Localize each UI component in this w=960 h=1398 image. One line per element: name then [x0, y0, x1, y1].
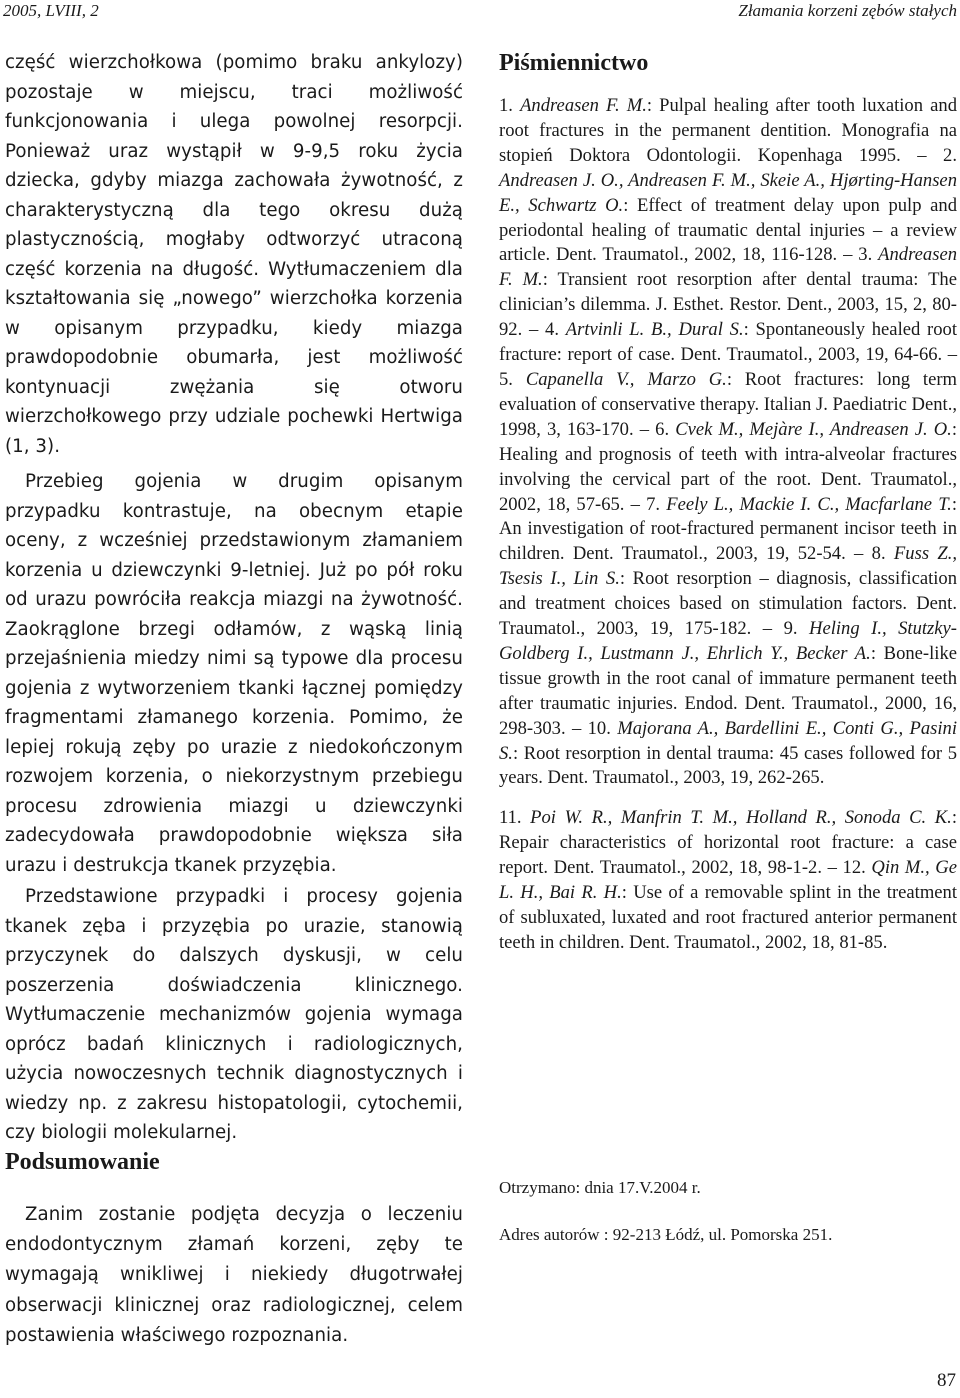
references-list-1: 1. Andreasen F. M.: Pulpal healing after tooth luxation and root fractures in the permanent dentition. Monografia na stopień Doktora Odontologii. Kopenhaga 1995. – 2. Andreasen J. O., Andreasen F. M., Skeie A., Hjørting-Hansen E., Schwartz O.: Effect of treatment delay upon pulp and periodontal healing of traumatic dental injuries – a review article. Dent. Traumatol., 2002, 18, 116-128. – 3. Andreasen F. M.: Transient root resorption after dental trauma: The clinician’s dilemma. J. Esthet. Restor. Dent., 2003, 15, 2, 80-92. – 4. Artvinli L. B., Dural S.: Spontaneously healed root fracture: report of case. Dent. Traumatol., 2003, 19, 64-66. – 5. Capanella V., Marzo G.: Root fractures: long term evaluation of conservative therapy. Italian J. Paediatric Dent., 1998, 3, 163-170. – 6. Cvek M., Mejàre I., Andreasen J. O.: Healing and prognosis of teeth with intra-alveolar fractures involving the cervical part of the root. Dent. Traumatol., 2002, 18, 57-65. – 7. Feely L., Mackie I. C., Macfarlane T.: An investigation of root-fractured permanent incisor teeth in children. Dent. Traumatol., 2003, 19, 52-54. – 8. Fuss Z., Tsesis I., Lin S.: Root resorption – diagnosis, classification and treatment choices based on stimulation factors. Dent. Traumatol., 2003, 19, 175-182. – 9. Heling I., Stutzky-Goldberg I., Lustmann J., Ehrlich Y., Becker A.: Bone-like tissue growth in the root canal of immature permanent teeth after traumatic injuries. Endod. Dent. Traumatol., 2000, 16, 298-303. – 10. Majorana A., Bardellini E., Conti G., Pasini S.: Root resorption in dental trauma: 45 cases followed for 5 years. Dent. Traumatol., 2003, 19, 262-265.: [499, 95, 957, 789]
body-paragraph-3: Przedstawione przypadki i procesy gojenia tkanek zęba i przyzębia po urazie, stanowią przyczynek do dalszych dyskusji, w celu poszerzenia doświadczenia klinicznego. Wytłumaczenie mechanizmów gojenia wymaga oprócz badań klinicznych i radiologicznych, użycia nowoczesnych technik diagnostycznych i wiedzy np. z zakresu histopatologii, cytochemii, czy biologii molekularnej.: [5, 886, 463, 1143]
reference-authors: Qin M., Ge L. H., Bai R. H.: [499, 857, 957, 904]
references-heading: Piśmiennictwo: [499, 50, 649, 76]
journal-issue: 2005, LVIII, 2: [3, 1, 99, 20]
reference-authors: Feely L., Mackie I. C., Macfarlane T.: [666, 493, 952, 515]
page-number: 87: [937, 1370, 956, 1391]
article-notes: [499, 1176, 957, 1247]
reference-authors: Artvinli L. B., Dural S.: [565, 319, 744, 341]
summary-section: [5, 1147, 463, 1351]
running-head: [0, 0, 960, 24]
reference-authors: Andreasen F. M.: [520, 95, 647, 116]
authors-address: Adres autorów : 92-213 Łódź, ul. Pomorska 251.: [499, 1225, 833, 1244]
reference-authors: Andreasen F. M.: [499, 244, 957, 291]
reference-authors: Majorana A., Bardellini E., Conti G., Pasini S.: [499, 717, 957, 764]
left-column: [5, 48, 463, 1148]
body-paragraph-1: część wierzchołkowa (pomimo braku ankylozy) pozostaje w miejscu, traci możliwość funkcjonowania i ulega powolnej resorpcji. Ponieważ uraz wystąpił w 9-9,5 roku życia dziecka, gdyby miazga zachowała żywotność, z charakterystyczną dla tego okresu dużą plastycznością, mogłaby odtworzyć utraconą część korzenia na długość. Wytłumaczeniem dla kształtowania się „nowego” wierzchołka korzenia w opisanym przypadku, kiedy miazga prawdopodobnie obumarła, jest możliwość kontynuacji zwężania się otworu wierzchołkowego przy udziale pochewki Hertwiga (1, 3).: [5, 52, 463, 457]
reference-authors: Heling I., Stutzky-Goldberg I., Lustmann J., Ehrlich Y., Becker A.: [499, 618, 957, 664]
article-short-title: Złamania korzeni zębów stałych: [738, 1, 957, 20]
summary-paragraph: Zanim zostanie podjęta decyzja o leczeniu endodontycznym złamań korzeni, zęby te wymagają wnikliwej i niekiedy długotrwałej obserwacji klinicznej oraz radiologicznej, celem postawienia właściwego rozpoznania.: [5, 1204, 463, 1346]
reference-authors: Andreasen J. O., Andreasen F. M., Skeie A., Hjørting-Hansen E., Schwartz O.: [499, 169, 957, 216]
body-paragraph-2: Przebieg gojenia w drugim opisanym przypadku kontrastuje, na obecnym etapie oceny, z wcześniej przedstawionym złamaniem korzenia u dziewczynki 9-letniej. Już po pół roku od urazu powróciła reakcja miazgi na żywotność. Zaokrąglone brzegi odłamów, z wąską linią przejaśnienia miedzy nimi są typowe dla procesu gojenia z wytworzeniem tkanki łącznej pomiędzy fragmentami złamanego korzenia. Pomimo, że lepiej rokują zęby po urazie z niedokończonym rozwojem korzenia, o niekorzystnym przebiegu procesu zdrowienia miazgi u dziewczynki zadecydowała prawdopodobnie większa siła urazu i destrukcja tkanek przyzębia.: [5, 471, 463, 876]
reference-authors: Fuss Z., Tsesis I., Lin S.: [499, 543, 957, 590]
references-list-2: 11. Poi W. R., Manfrin T. M., Holland R., Sonoda C. K.: Repair characteristics of horizontal root fracture: a case report. Dent. Traumatol., 2002, 18, 98-1-2. – 12. Qin M., Ge L. H., Bai R. H.: Use of a removable splint in the treatment of subluxated, luxated and root fractured anterior permanent teeth in children. Dent. Traumatol., 2002, 18, 81-85.: [499, 807, 958, 953]
right-column: [499, 48, 957, 956]
reference-authors: Capanella V., Marzo G.: [525, 368, 727, 390]
summary-heading: Podsumowanie: [5, 1149, 160, 1175]
received-date: Otrzymano: dnia 17.V.2004 r.: [499, 1178, 701, 1197]
reference-authors: Poi W. R., Manfrin T. M., Holland R., Sonoda C. K.: [530, 807, 952, 829]
reference-authors: Cvek M., Mejàre I., Andreasen J. O.: [675, 418, 952, 440]
